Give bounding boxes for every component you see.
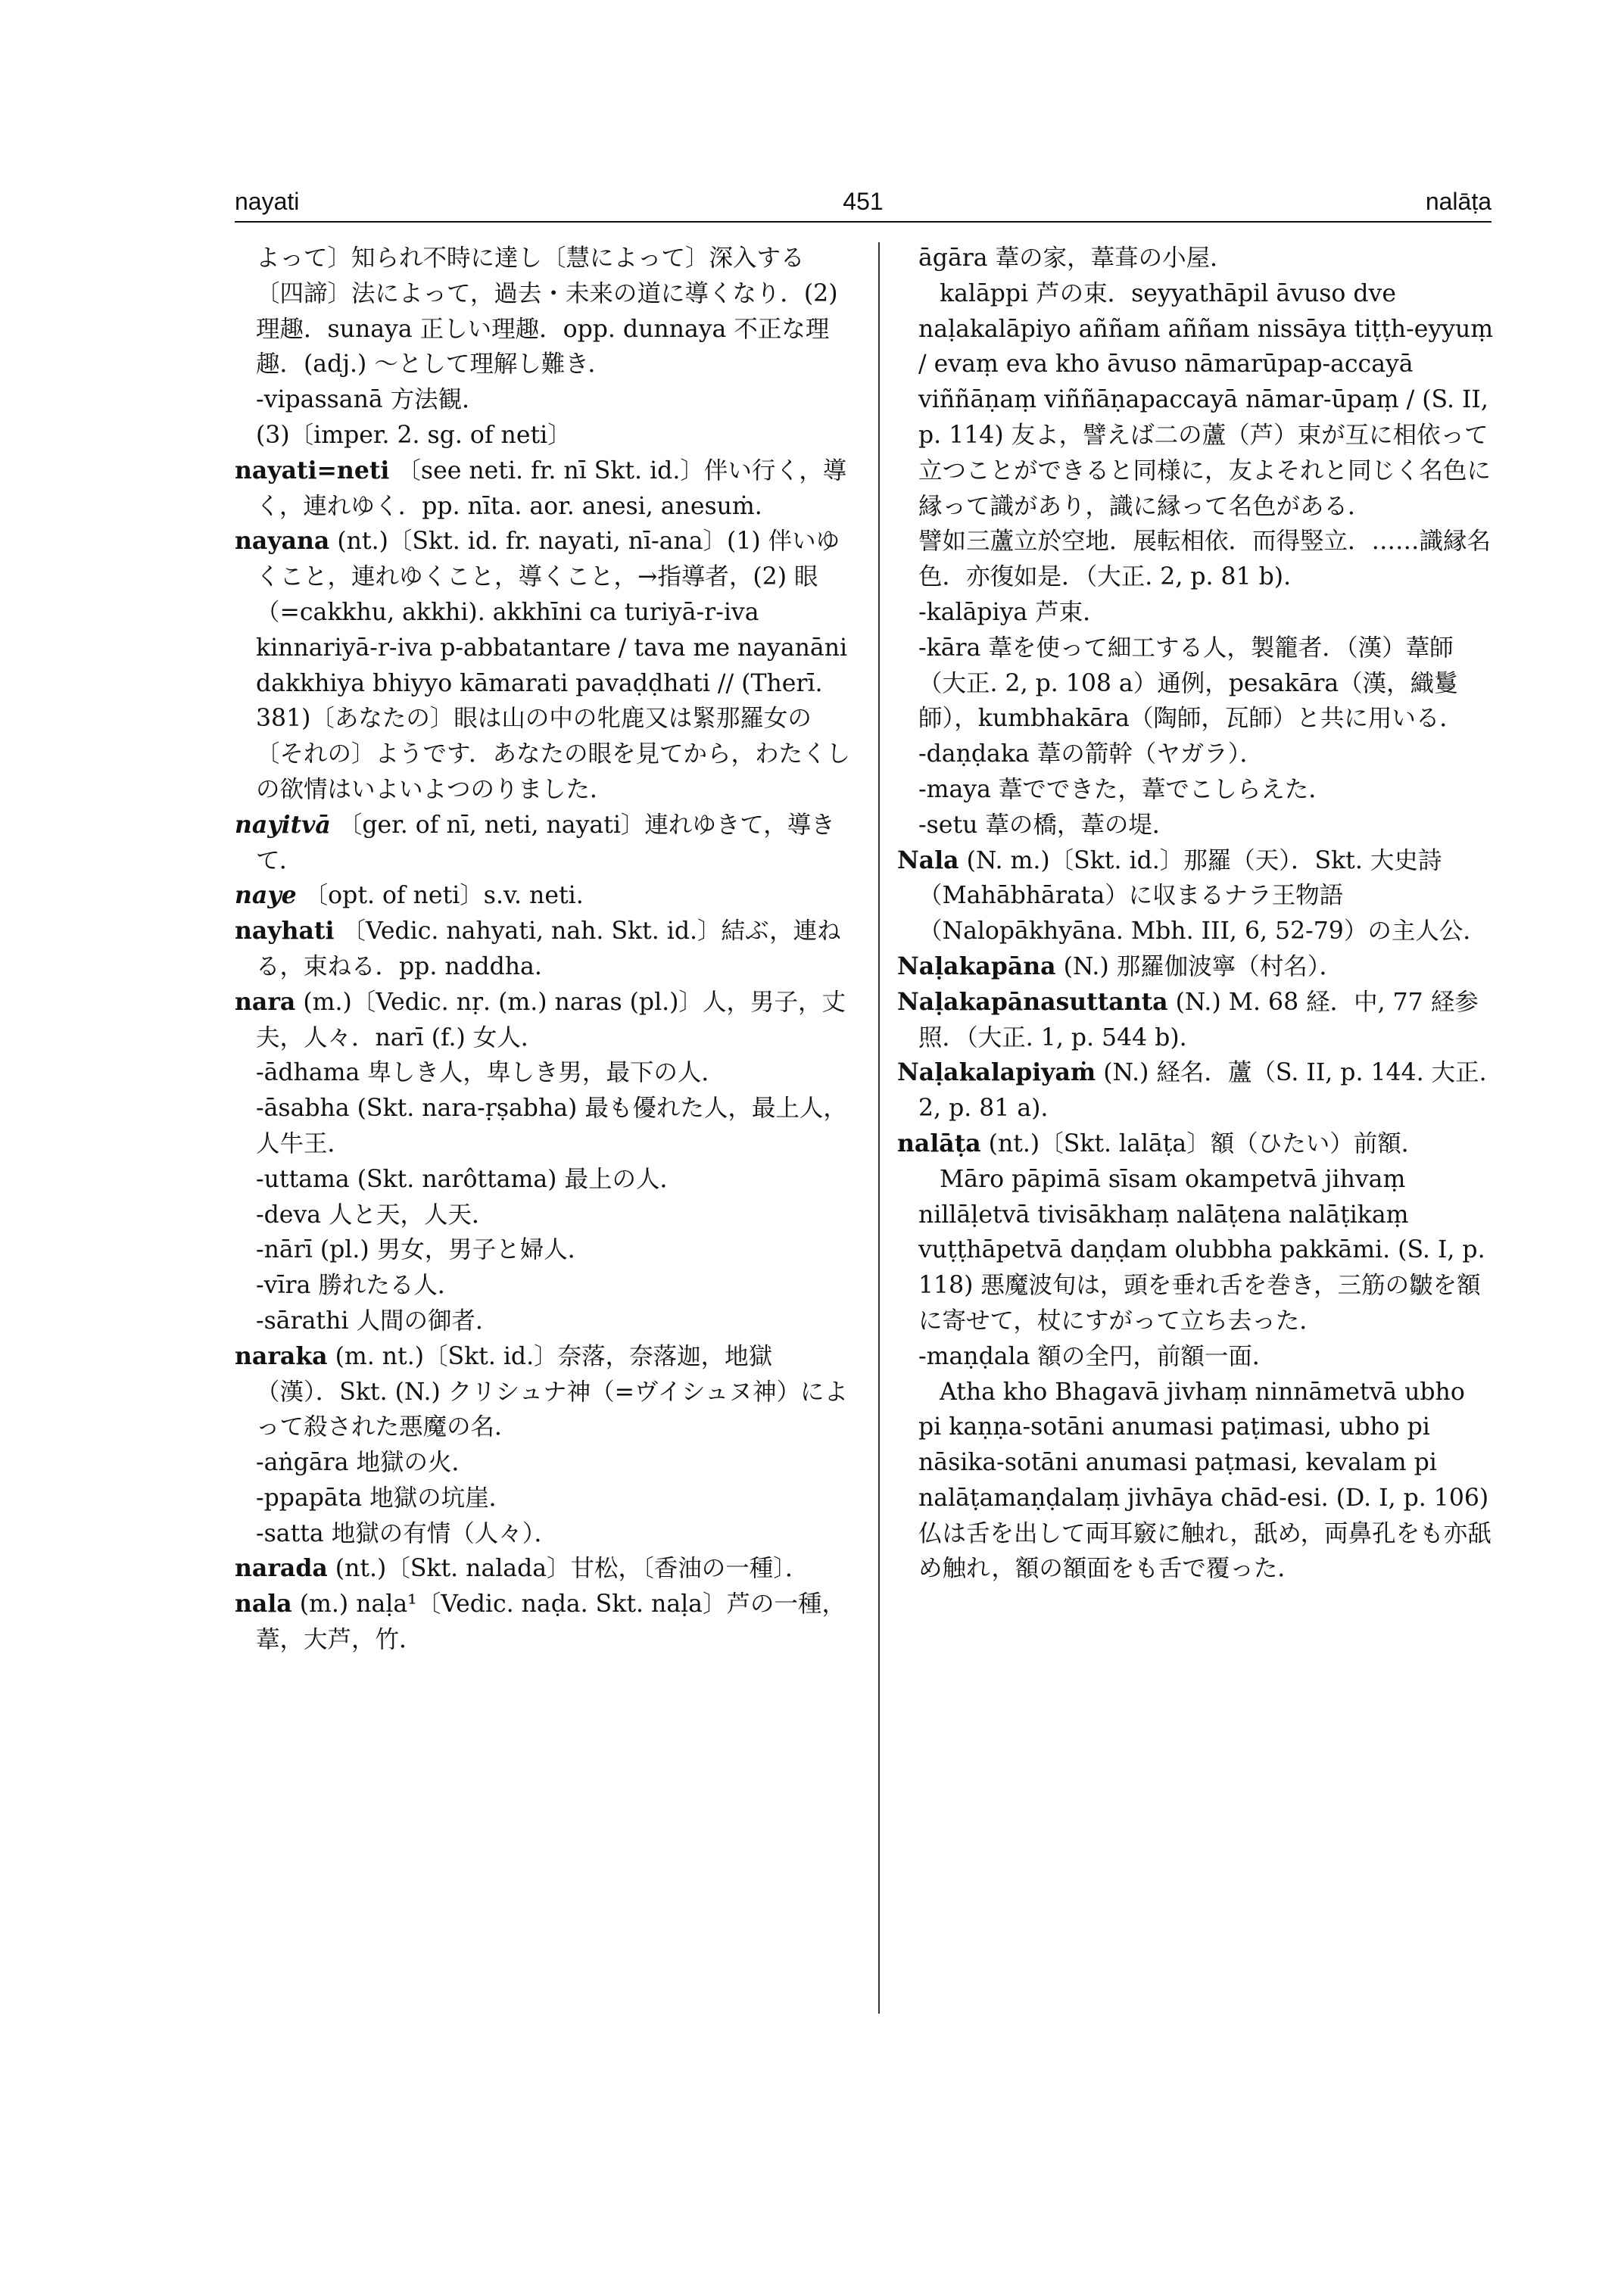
sub-entry: (3)〔imper. 2. sg. of neti〕 bbox=[256, 421, 572, 449]
sub-entry: -nārī (pl.) 男女，男子と婦人． bbox=[256, 1236, 592, 1264]
dictionary-entry bbox=[235, 914, 852, 985]
header-rule bbox=[235, 221, 1492, 223]
sub-entry: -kāra 葦を使って細工する人，製籠者．（漢）葦師（大正. 2, p. 108 a）通例，pesakāra（漢，織鬘師），kumbhakāra（陶師，瓦師）と共に用いる． bbox=[918, 634, 1463, 733]
definition-text: (m. nt.)〔Skt. id.〕奈落，奈落迦，地獄（漢）．Skt. (N.) クリシュナ神（=ヴイシュヌ神）によって殺された悪魔の名． bbox=[256, 1342, 848, 1441]
definition-text: (N.) 那羅伽波寧（村名）． bbox=[1055, 952, 1343, 980]
sub-entry: -vipassanā 方法観． bbox=[256, 386, 486, 414]
sub-entry: -ādhama 卑しき人，卑しき男，最下の人． bbox=[256, 1059, 725, 1087]
sub-entry: -uttama (Skt. narôttama) 最上の人． bbox=[256, 1165, 684, 1193]
dictionary-entry bbox=[897, 949, 1495, 985]
dictionary-entry bbox=[897, 985, 1495, 1056]
headword: naye bbox=[235, 881, 297, 910]
headword: nalāṭa bbox=[897, 1129, 981, 1157]
dictionary-entry bbox=[235, 1339, 852, 1445]
sub-entry: -setu 葦の橋，葦の堤． bbox=[918, 811, 1177, 839]
definition-text: (m.)〔Vedic. nṛ. (m.) naras (pl.)〕人，男子，丈夫，人々．narī (f.) 女人． bbox=[256, 988, 846, 1051]
sub-entry: -āsabha (Skt. nara-ṛṣabha) 最も優れた人，最上人，人牛王． bbox=[256, 1095, 847, 1157]
entry-continuation: Māro pāpimā sīsam okampetvā jihvaṃ nillāḷetvā tivisākhaṃ nalāṭena nalāṭikaṃ vuṭṭhāpetvā daṇḍam olubbha pakkāmi. (S. I, p. 118) 悪魔波旬は，頭を垂れ舌を巻き，三筋の皺を額に寄せて，杖にすがって立ち去った． bbox=[918, 1165, 1485, 1335]
definition-text: (nt.)〔Skt. id. fr. nayati, nī-ana〕(1) 伴いゆくこと，連れゆくこと，導くこと，→指導者，(2) 眼（=cakkhu, akkhi). akkhīni ca turiyā-r-iva kinnariyā-r-iva p-abbatantare / tava me nayanāni dakkhiya bhiyyo kāmarati pavaḍḍhati // (Therī. 381)〔あなたの〕眼は山の中の牝鹿又は緊那羅女の〔それの〕ようです．あなたの眼を見てから，わたくしの欲情はいよいよつのりました． bbox=[256, 528, 850, 803]
sub-entry: -maya 葦でできた，葦でこしらえた． bbox=[918, 775, 1333, 803]
dictionary-entry bbox=[235, 1587, 852, 1658]
headword: Naḷakapānasuttanta bbox=[897, 987, 1168, 1016]
dictionary-entry bbox=[235, 1551, 852, 1587]
dictionary-entry bbox=[235, 985, 852, 1056]
page-number: 451 bbox=[843, 188, 884, 215]
definition-text: 〔see neti. fr. nī Skt. id.〕伴い行く，導く，連れゆく．pp. nīta. aor. anesi, anesuṁ. bbox=[256, 456, 847, 520]
sub-entry: -aṅgāra 地獄の火． bbox=[256, 1449, 476, 1477]
page-header bbox=[235, 188, 1492, 226]
sub-entry: -deva 人と天，人天． bbox=[256, 1201, 496, 1229]
headword: Nala bbox=[897, 846, 959, 874]
sub-entry: -maṇḍala 額の全円，前額一面． bbox=[918, 1342, 1276, 1370]
dictionary-entry bbox=[235, 524, 852, 807]
entry-continuation: Atha kho Bhagavā jivhaṃ ninnāmetvā ubho pi kaṇṇa-sotāni anumasi paṭimasi, ubho pi nāsika-sotāni anumasi paṭmasi, kevalam pi nalāṭamaṇḍalaṃ jivhāya chād-esi. (D. I, p. 106) 仏は舌を出して両耳竅に触れ，舐め，両鼻孔をも亦舐め触れ，額の額面をも舌で覆った． bbox=[918, 1378, 1492, 1583]
definition-text: (m.) naḷa¹〔Vedic. naḍa. Skt. naḷa〕芦の一種，葦，大芦，竹． bbox=[256, 1590, 846, 1654]
entry-continuation: kalāppi 芦の束．seyyathāpil āvuso dve naḷakalāpiyo aññam aññam nissāya tiṭṭh-eyyuṃ / evaṃ eva kho āvuso nāmarūpap-accayā viññāṇaṃ viññāṇapaccayā nāmar-ūpaṃ / (S. II, p. 114) 友よ，譬えば二の蘆（芦）束が互に相依って立つことができると同様に，友よそれと同じく名色に縁って識があり，識に縁って名色がある． bbox=[918, 279, 1494, 520]
sub-entry: -daṇḍaka 葦の箭幹（ヤガラ）． bbox=[918, 740, 1264, 768]
headword: naraka bbox=[235, 1341, 328, 1370]
dictionary-entry bbox=[235, 808, 852, 879]
dictionary-entry bbox=[897, 843, 1495, 949]
left-column bbox=[235, 241, 852, 1658]
headword: nayitvā bbox=[235, 810, 331, 839]
headword: narada bbox=[235, 1554, 328, 1583]
definition-text: (N.) M. 68 経．中, 77 経参照．（大正. 1, p. 544 b). bbox=[918, 988, 1479, 1051]
column-divider bbox=[878, 242, 880, 2014]
headword: nayati=neti bbox=[235, 456, 390, 484]
definition-text: 〔ger. of nī, neti, nayati〕連れゆきて，導きて． bbox=[256, 811, 835, 874]
headword: Naḷakalapiyaṁ bbox=[897, 1058, 1096, 1087]
definition-text: 〔Vedic. nahyati, nah. Skt. id.〕結ぶ，連ねる，束ねる．pp. naddha. bbox=[256, 918, 841, 980]
definition-text: (N.) 経名．蘆（S. II, p. 144. 大正. 2, p. 81 a). bbox=[918, 1059, 1487, 1123]
dictionary-entry bbox=[235, 453, 852, 525]
right-column bbox=[897, 241, 1495, 1587]
headword: nara bbox=[235, 987, 296, 1016]
headword: nala bbox=[235, 1590, 292, 1618]
headword: Naḷakapāna bbox=[897, 952, 1056, 980]
sub-entry: -kalāpiya 芦束． bbox=[918, 598, 1107, 626]
definition-text: (nt.)〔Skt. lalāṭa〕額（ひたい）前額． bbox=[980, 1129, 1426, 1157]
headword: nayhati bbox=[235, 917, 335, 946]
definition-text: 〔opt. of neti〕s.v. neti. bbox=[296, 882, 584, 910]
dictionary-entry bbox=[897, 1126, 1495, 1162]
sub-entry: -sārathi 人間の御者． bbox=[256, 1307, 500, 1335]
dictionary-entry bbox=[235, 878, 852, 914]
headword: nayana bbox=[235, 527, 330, 556]
running-head-right: nalāṭa bbox=[1425, 188, 1492, 215]
sub-entry: -vīra 勝れたる人． bbox=[256, 1272, 462, 1300]
entry-continuation: 譬如三蘆立於空地．展転相依．而得竪立．……識縁名色．亦復如是．（大正. 2, p. 81 b). bbox=[918, 528, 1492, 591]
entry-continuation: āgāra 葦の家，葦葺の小屋． bbox=[918, 245, 1234, 272]
sub-entry: -ppapāta 地獄の坑崖． bbox=[256, 1484, 513, 1512]
dictionary-entry bbox=[897, 1055, 1495, 1126]
running-head-left: nayati bbox=[235, 188, 300, 215]
sub-entry: -satta 地獄の有情（人々）． bbox=[256, 1519, 558, 1547]
definition-text: (nt.)〔Skt. nalada〕甘松，〔香油の一種〕． bbox=[327, 1555, 809, 1583]
entry-continuation: よって〕知られ不時に達し〔慧によって〕深入する〔四諦〕法によって，過去・未来の道に導くなり．(2) 理趣．sunaya 正しい理趣．opp. dunnaya 不正な理趣．(adj.) ～として理解し難き． bbox=[256, 245, 838, 379]
definition-text: (N. m.)〔Skt. id.〕那羅（天）．Skt. 大史詩（Mahābhārata）に収まるナラ王物語（Nalopākhyāna. Mbh. III, 6, 52-79）の主人公． bbox=[918, 846, 1487, 946]
